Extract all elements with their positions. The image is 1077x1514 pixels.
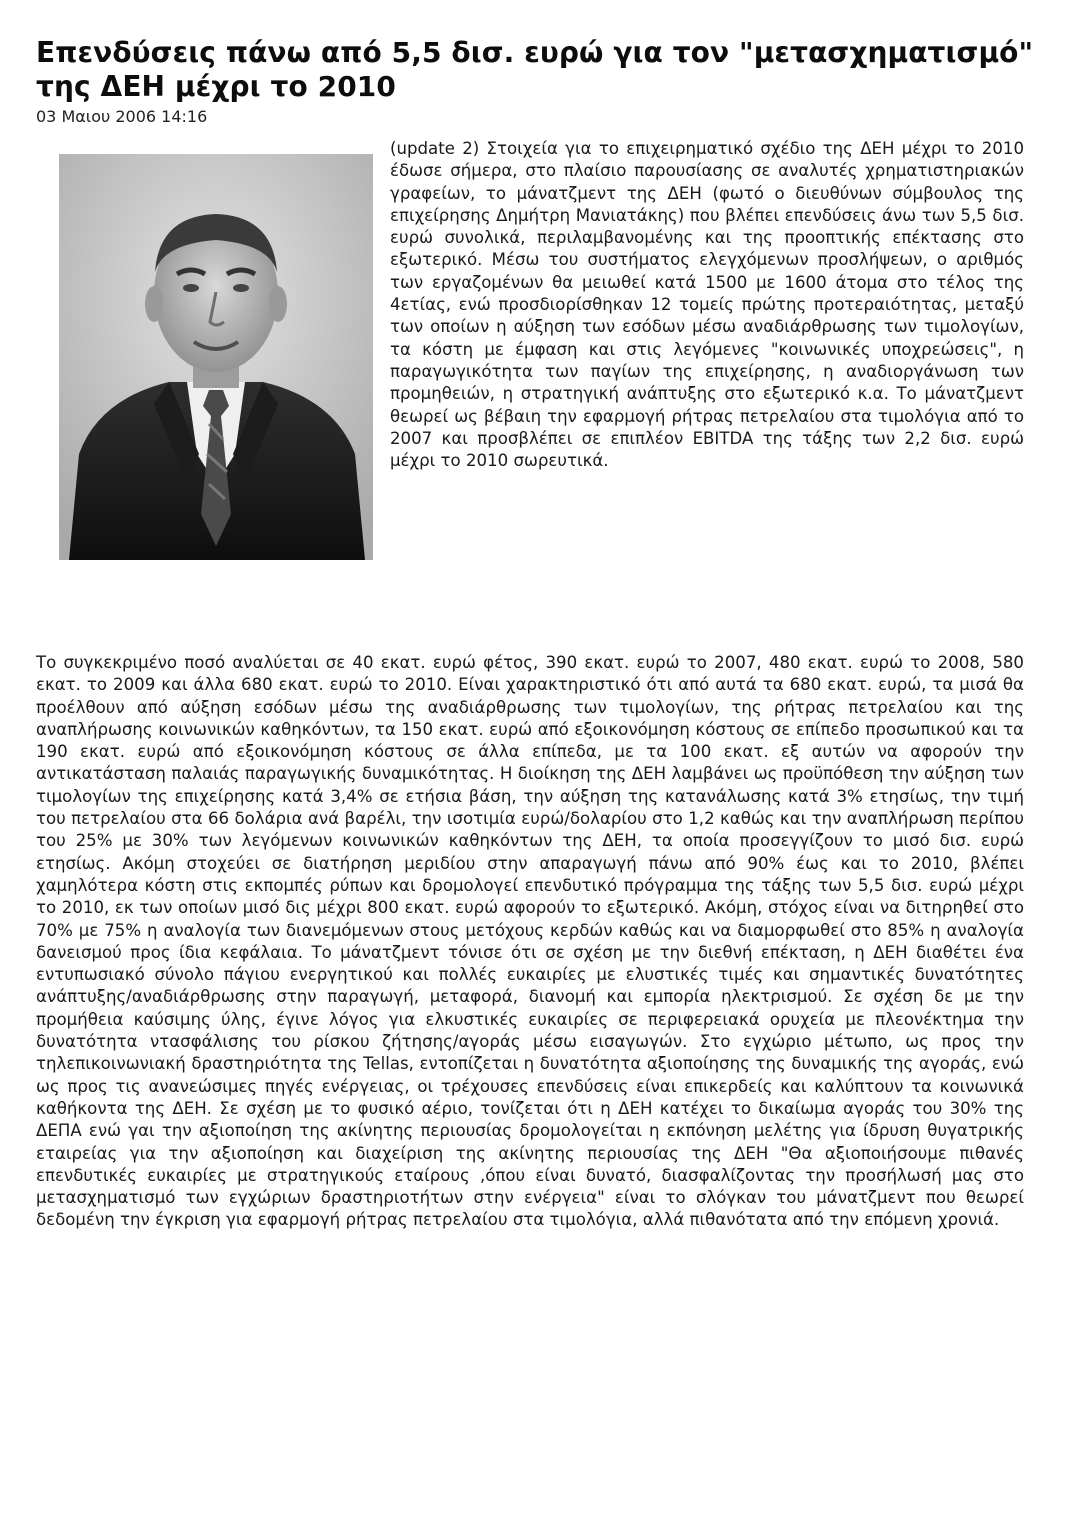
article-lead-paragraph — [36, 138, 1024, 606]
article-body-paragraph: Το συγκεκριμένο ποσό αναλύεται σε 40 εκατ. ευρώ φέτος, 390 εκατ. ευρώ το 2007, 480 εκατ. ευρώ το 2008, 580 εκατ. το 2009 και άλλα 680 εκατ. ευρώ το 2010. Είναι χαρακτηριστικό ότι από αυτά τα 680 εκατ. ευρώ, τα μισά θα προέλθουν από αύξηση εσόδων μέσω της αναδιάρθρωσης των τιμολογίων, της ρήτρας πετρελαίου και της αναπλήρωσης κοινωνικών καθηκόντων, τα 150 εκατ. ευρώ από εξοικονόμηση κόστους σε επίπεδο προσωπικού και τα 190 εκατ. ευρώ από εξοικονόμηση κόστους σε άλλα επίπεδα, με τα 100 εκατ. εξ αυτών να αφορούν την αντικατάσταση παλαιάς παραγωγικής δυναμικότητας. Η διοίκηση της ΔΕΗ λαμβάνει ως προϋπόθεση την αύξηση των τιμολογίων της επιχείρησης κατά 3,4% σε ετήσια βάση, την αύξηση της κατανάλωσης κατά 3% ετησίως, την τιμή του πετρελαίου στα 66 δολάρια ανά βαρέλι, την ισοτιμία ευρώ/δολαρίου στο 1,2 καθώς και την αναπλήρωση περίπου του 25% με 30% των λεγόμενων κοινωνικών καθηκόντων της ΔΕΗ, τα οποία προσεγγίζουν το μισό δισ. ευρώ ετησίως. Ακόμη στοχεύει σε διατήρηση μεριδίου στην απαραγωγή πάνω από 90% έως και το 2010, βλέπει χαμηλότερα κόστη στις εκπομπές ρύπων και δρομολογεί επενδυτικό πρόγραμμα της τάξης των 5,5 δισ. ευρώ μέχρι το 2010, εκ των οποίων μισό δις μέχρι 800 εκατ. ευρώ αφορούν το εξωτερικό. Ακόμη, στόχος είναι να διτηρηθεί στο 70% με 75% η αναλογία των διανεμόμενων στους μετόχους κερδών καθώς και να διαμορφωθεί στο 85% η αναλογία δανεισμού προς ίδια κεφάλαια. Το μάνατζμεντ τόνισε ότι σε σχέση με την διεθνή επέκταση, η ΔΕΗ διαθέτει ένα εντυπωσιακό σύνολο πάγιου ενεργητικού και πολλές ευκαιρίες με ελυστικές τιμές και σημαντικές δυνατότητες ανάπτυξης/αναδιάρθρωσης στην παραγωγή, μεταφορά, διανομή και εμπορία ηλεκτρισμού. Σε σχέση δε με την προμήθεια καύσιμης ύλης, έγινε λόγος για ελκυστικές ευκαιρίες σε περιφερειακά ορυχεία με πλεονέκτημα την δυνατότητα ντασφάλισης του ρίσκου ζήτησης/αγοράς μέσω εισαγωγών. Στο εγχώριο μέτωπο, ως προς την τηλεπικοινωνιακή δραστηριότητα της Tellas, εντοπίζεται η δυνατότητα αξιοποίησης της δυναμικής της αγοράς, ενώ ως προς τις ανανεώσιμες πηγές ενέργειας, οι τρέχουσες επενδύσεις είναι επικερδείς και καλύπτουν τα κοινωνικά καθήκοντα της ΔΕΗ. Σε σχέση με το φυσικό αέριο, τονίζεται ότι η ΔΕΗ κατέχει το δικαίωμα αγοράς του 30% της ΔΕΠΑ ενώ γαι την αξιοποίηση της ακίνητης περιουσίας δρομολογείται η εκπόνηση μελέτης για ίδρυση θυγατρικής εταιρείας για την αξιοποίηση και διαχείριση της ακίνητης περιουσίας της ΔΕΗ "Θα αξιοποιήσουμε πιθανές επενδυτικές ευκαιρίες με στρατηγικούς εταίρους ,όπου είναι δυνατό, διασφαλίζοντας την προσήλωσή μας στο μετασχηματισμό των εγχώριων δραστηριοτήτων στην ενέργεια" είναι το σλόγκαν του μάνατζμεντ που θεωρεί δεδομένη την έγκριση για εφαρμογή ρήτρας πετρελαίου στα τιμολόγια, αλλά πιθανότατα από την επόμενη χρονιά. — [36, 653, 1024, 1230]
photo-wrap-spacer — [36, 138, 390, 606]
article-date: 03 Μαιου 2006 14:16 — [36, 107, 208, 126]
article-lead-text: (update 2) Στοιχεία για το επιχειρηματικό σχέδιο της ΔΕΗ μέχρι το 2010 έδωσε σήμερα, στο πλαίσιο παρουσίασης σε αναλυτές χρηματιστηριακών γραφείων, το μάνατζμεντ της ΔΕΗ (φωτό ο διευθύνων σύμβουλος της επιχείρησης Δημήτρη Μανιατάκης) που βλέπει επενδύσεις άνω των 5,5 δισ. ευρώ συνολικά, περιλαμβανομένης και της προοπτικής επέκτασης στο εξωτερικό. Μέσω του συστήματος ελεγχόμενων προσλήψεων, ο αριθμός των εργαζομένων θα μειωθεί κατά 1500 με 1600 άτομα στο τέλος της 4ετίας, ενώ προσδιορίσθηκαν 12 τομείς πρώτης προτεραιότητας, μεταξύ των οποίων η αύξηση των εσόδων μέσω αναδιάρθρωσης των τιμολογίων, τα κόστη με έμφαση και στις λεγόμενες "κοινωνικές υποχρεώσεις", η παραγωγικότητα των παγίων της επιχείρησης, η αναδιοργάνωση των προμηθειών, η στρατηγική ανάπτυξης στο εξωτερικό κ.α. Το μάνατζμεντ θεωρεί ως βέβαιη την εφαρμογή ρήτρας πετρελαίου στα τιμολόγια από το 2007 και προσβλέπει σε επιπλέον EBITDA της τάξης των 2,2 δισ. ευρώ μέχρι το 2010 σωρευτικά. — [390, 139, 1024, 471]
article-headline: Επενδύσεις πάνω από 5,5 δισ. ευρώ για τον "μετασχηματισμό" της ΔΕΗ μέχρι το 2010 — [36, 36, 1034, 103]
